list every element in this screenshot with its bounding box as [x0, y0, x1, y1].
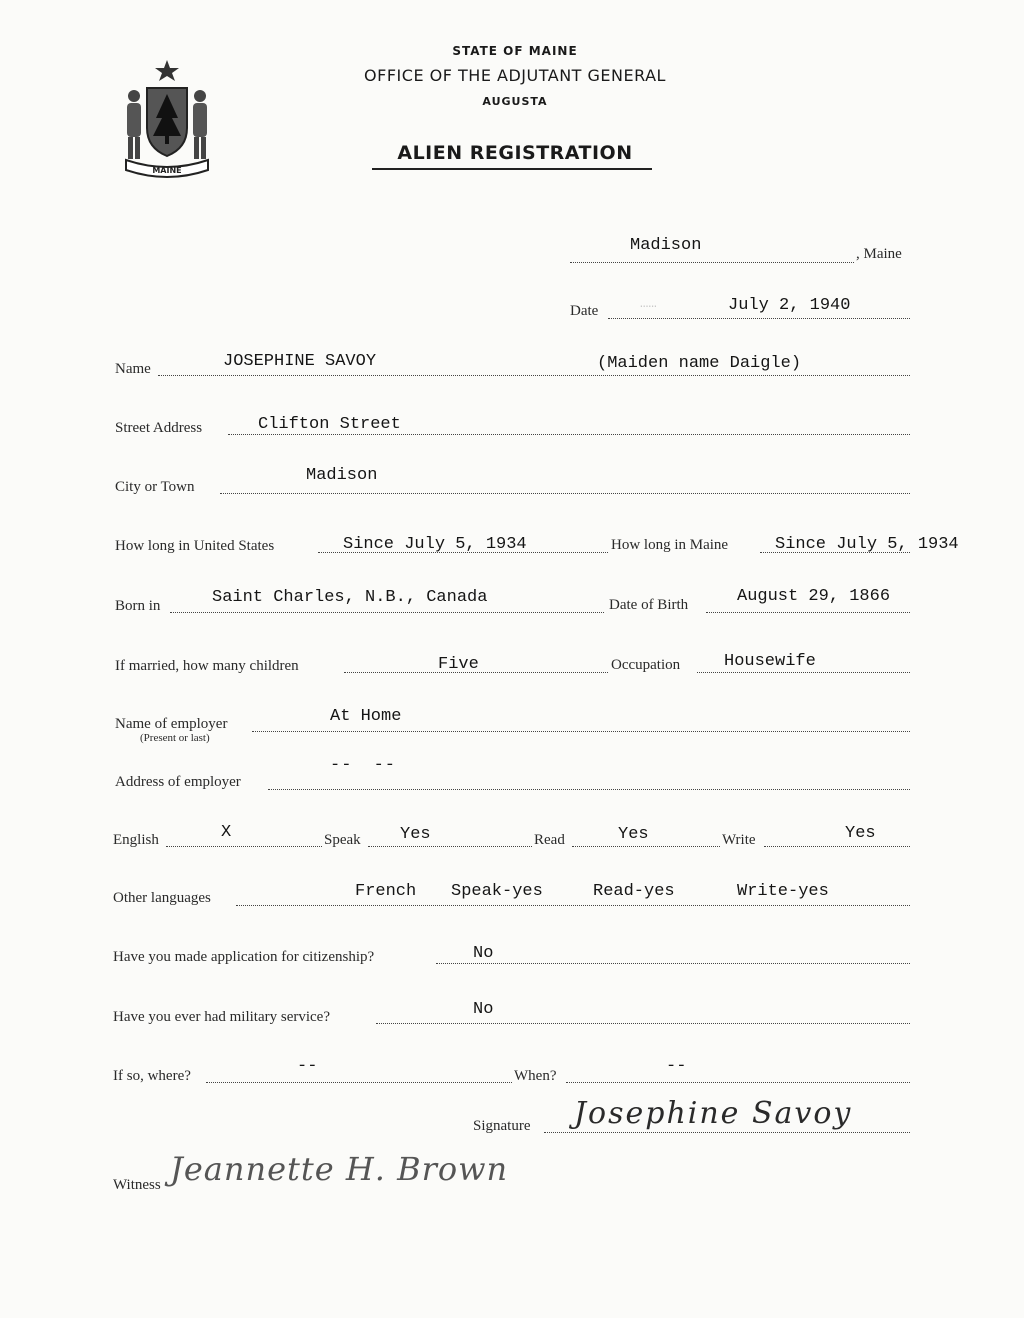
english-label: English — [113, 832, 159, 848]
military-value: No — [473, 1000, 494, 1019]
english-read-label: Read — [534, 832, 565, 848]
date-of-birth-value: August 29, 1866 — [737, 587, 891, 606]
how-long-us-label: How long in United States — [115, 538, 275, 554]
date-of-birth-line — [706, 612, 910, 613]
born-in-line — [170, 612, 604, 613]
english-write-value: Yes — [845, 824, 876, 843]
signature-handwriting: Josephine Savoy — [574, 1096, 853, 1131]
military-where-line — [206, 1082, 512, 1083]
children-label: If married, how many children — [115, 658, 299, 674]
employer-label: Name of employer — [115, 716, 228, 732]
military-label: Have you ever had military service? — [113, 1009, 330, 1025]
military-where-label: If so, where? — [113, 1068, 191, 1084]
city-line — [220, 493, 910, 494]
english-value: X — [221, 823, 232, 842]
page-title: ALIEN REGISTRATION — [397, 142, 633, 164]
maiden-name-value: (Maiden name Daigle) — [597, 354, 802, 373]
seal-banner-text: MAINE — [152, 166, 182, 175]
english-speak-line — [368, 846, 532, 847]
witness-label: Witness — [113, 1177, 161, 1193]
street-address-value: Clifton Street — [258, 415, 401, 434]
employer-value: At Home — [330, 707, 402, 726]
how-long-maine-value: Since July 5, 1934 — [775, 535, 959, 554]
city-label: City or Town — [115, 479, 195, 495]
date-value: July 2, 1940 — [728, 296, 851, 315]
date-label: Date — [570, 303, 599, 319]
other-language-speak: Speak-yes — [451, 882, 543, 901]
employer-address-value: -- -- — [330, 756, 397, 775]
signature-label: Signature — [473, 1118, 531, 1134]
english-write-label: Write — [722, 832, 756, 848]
name-line — [158, 375, 910, 376]
header-city: AUGUSTA — [482, 95, 548, 108]
english-speak-value: Yes — [400, 825, 431, 844]
header-office: OFFICE OF THE ADJUTANT GENERAL — [364, 66, 666, 85]
english-write-line — [764, 846, 910, 847]
city-value: Madison — [306, 466, 378, 485]
occupation-label: Occupation — [611, 657, 681, 673]
employer-line — [252, 731, 910, 732]
children-value: Five — [438, 655, 479, 674]
citizenship-value: No — [473, 944, 494, 963]
english-read-line — [572, 846, 720, 847]
military-line — [376, 1023, 910, 1024]
english-speak-label: Speak — [324, 832, 361, 848]
name-value: JOSEPHINE SAVOY — [223, 352, 377, 371]
military-where-value: -- — [297, 1057, 318, 1076]
how-long-maine-label: How long in Maine — [611, 537, 729, 553]
other-languages-label: Other languages — [113, 890, 211, 906]
how-long-us-value: Since July 5, 1934 — [343, 535, 527, 554]
military-when-value: -- — [666, 1057, 687, 1076]
street-address-label: Street Address — [115, 420, 203, 436]
date-of-birth-label: Date of Birth — [609, 597, 689, 613]
other-languages-line — [236, 905, 910, 906]
occupation-line — [697, 672, 910, 673]
other-language-write: Write-yes — [737, 882, 829, 901]
military-when-label: When? — [514, 1068, 557, 1084]
name-label: Name — [115, 361, 151, 377]
place-suffix: , Maine — [856, 246, 902, 262]
born-in-value: Saint Charles, N.B., Canada — [212, 588, 488, 607]
other-language-value: French — [355, 882, 417, 901]
occupation-value: Housewife — [724, 652, 816, 671]
other-language-read: Read-yes — [593, 882, 675, 901]
employer-sublabel: (Present or last) — [140, 732, 210, 744]
employer-address-line — [268, 789, 910, 790]
employer-address-label: Address of employer — [115, 774, 241, 790]
title-underline — [372, 168, 652, 170]
state-of-maine-seal-icon — [112, 56, 222, 184]
citizenship-label: Have you made application for citizenship? — [113, 949, 375, 965]
place-value: Madison — [630, 236, 702, 255]
header-state: STATE OF MAINE — [452, 44, 578, 58]
english-read-value: Yes — [618, 825, 649, 844]
military-when-line — [566, 1082, 910, 1083]
date-line — [608, 318, 910, 319]
street-address-line — [228, 434, 910, 435]
place-line — [570, 262, 854, 263]
born-in-label: Born in — [115, 598, 161, 614]
signature-line — [544, 1132, 910, 1133]
date-erasure-mark: …… — [640, 296, 657, 312]
witness-handwriting: Jeannette H. Brown — [170, 1150, 509, 1188]
citizenship-line — [436, 963, 910, 964]
english-line — [166, 846, 322, 847]
